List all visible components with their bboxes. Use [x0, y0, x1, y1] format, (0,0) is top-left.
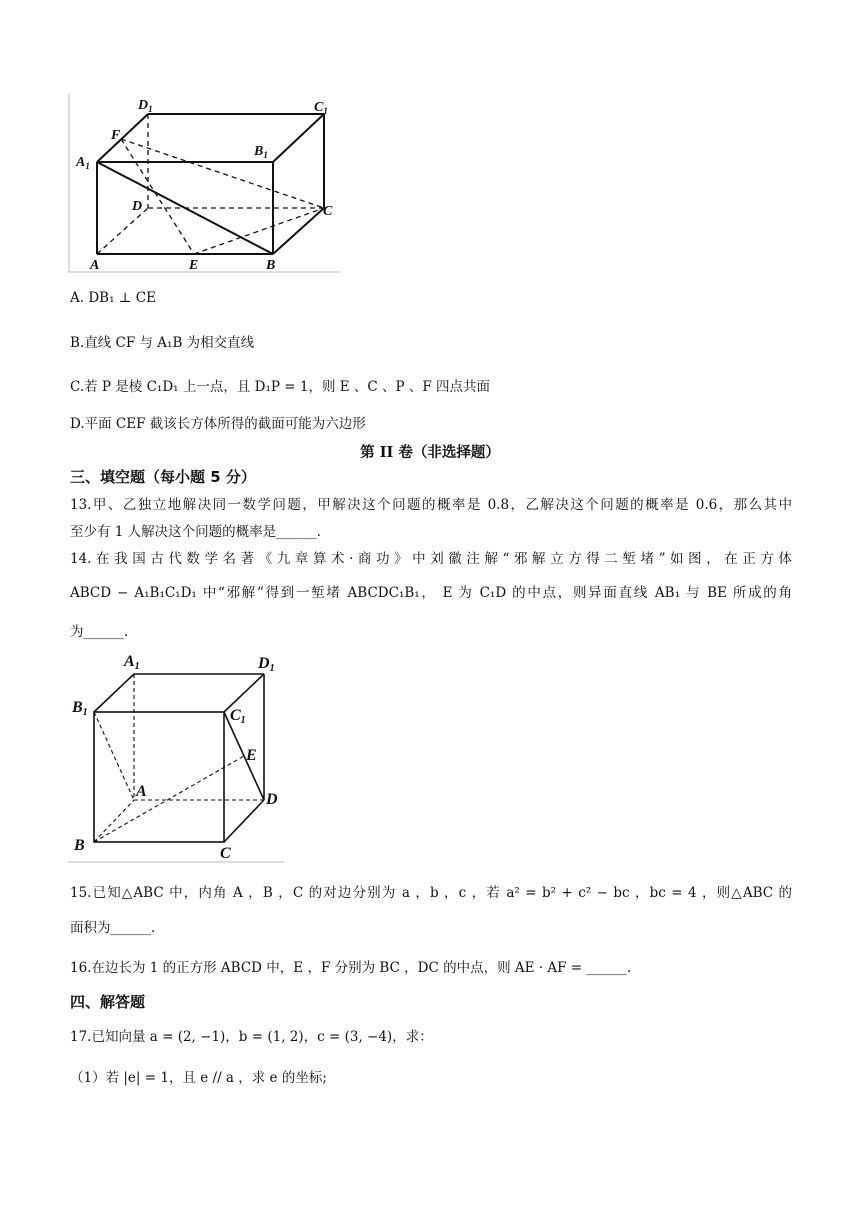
cube-label-A: A: [136, 783, 147, 800]
label-B1: $B_1$: [254, 144, 268, 160]
q15-line1: 15.已知△ABC 中，内角 A ，B ，C 的对边分别为 a ，b ，c ，若 a² = b² + c² − bc ，bc = 4 ，则△ABC 的: [70, 885, 792, 901]
cube-label-B1: B1: [72, 699, 88, 718]
label-C1: $C_1$: [314, 100, 328, 116]
option-d: D.平面 CEF 截该长方体所得的截面可能为六边形: [70, 416, 366, 432]
q15-line2: 面积为______.: [70, 920, 156, 936]
q17-line1: 17.已知向量 a = (2, −1)，b = (1, 2)，c = (3, −4)，求：: [70, 1029, 433, 1045]
cube-label-B: B: [74, 837, 85, 854]
section-4-title: 四、解答题: [70, 993, 146, 1011]
q14-line2: ABCD − A₁B₁C₁D₁ 中“邪解”得到一堑堵 ABCDC₁B₁， E 为 C₁D 的中点，则异面直线 AB₁ 与 BE 所成的角: [70, 585, 792, 601]
cube-label-C1: C1: [230, 707, 246, 726]
q17-line2: （1）若 |e| = 1，且 e // a ，求 e 的坐标;: [70, 1070, 327, 1086]
cube-label-E: E: [246, 747, 257, 764]
cube-label-D1: D1: [258, 655, 275, 674]
label-A1: $A_1$: [76, 155, 90, 171]
cube-label-C: C: [220, 845, 231, 862]
label-F: F: [111, 128, 121, 143]
q13-line1: 13.甲、乙独立地解决同一数学问题，甲解决这个问题的概率是 0.8，乙解决这个问题的概率是 0.6，那么其中: [70, 497, 792, 513]
q16-line1: 16.在边长为 1 的正方形 ABCD 中，E ，F 分别为 BC ，DC 的中点，则 AE · AF = ______.: [70, 960, 632, 976]
label-A: A: [90, 258, 100, 273]
cube-label-D: D: [266, 791, 278, 808]
cube-label-A1: A1: [124, 653, 140, 672]
q13-line2: 至少有 1 人解决这个问题的概率是______.: [70, 524, 321, 540]
cube-figure: [68, 646, 286, 864]
label-D1: $D_1$: [138, 98, 153, 114]
label-D: D: [132, 199, 143, 214]
q14-line3: 为______.: [70, 624, 129, 640]
cuboid-figure: [68, 94, 340, 274]
label-B: B: [266, 258, 276, 273]
section-3-title: 三、填空题（每小题 5 分）: [70, 468, 256, 486]
label-C: C: [323, 204, 333, 219]
q14-line1: 14.在我国古代数学名著《九章算术·商功》中刘徽注解“邪解立方得二堑堵”如图，在正方体: [70, 551, 792, 567]
option-a: A. DB₁ ⊥ CE: [70, 290, 156, 306]
option-c: C.若 P 是棱 C₁D₁ 上一点，且 D₁P = 1，则 E 、C 、P 、F 四点共面: [70, 379, 491, 395]
volume-title: 第 II 卷（非选择题）: [360, 444, 500, 461]
label-E: E: [189, 258, 199, 273]
option-b: B.直线 CF 与 A₁B 为相交直线: [70, 335, 255, 351]
